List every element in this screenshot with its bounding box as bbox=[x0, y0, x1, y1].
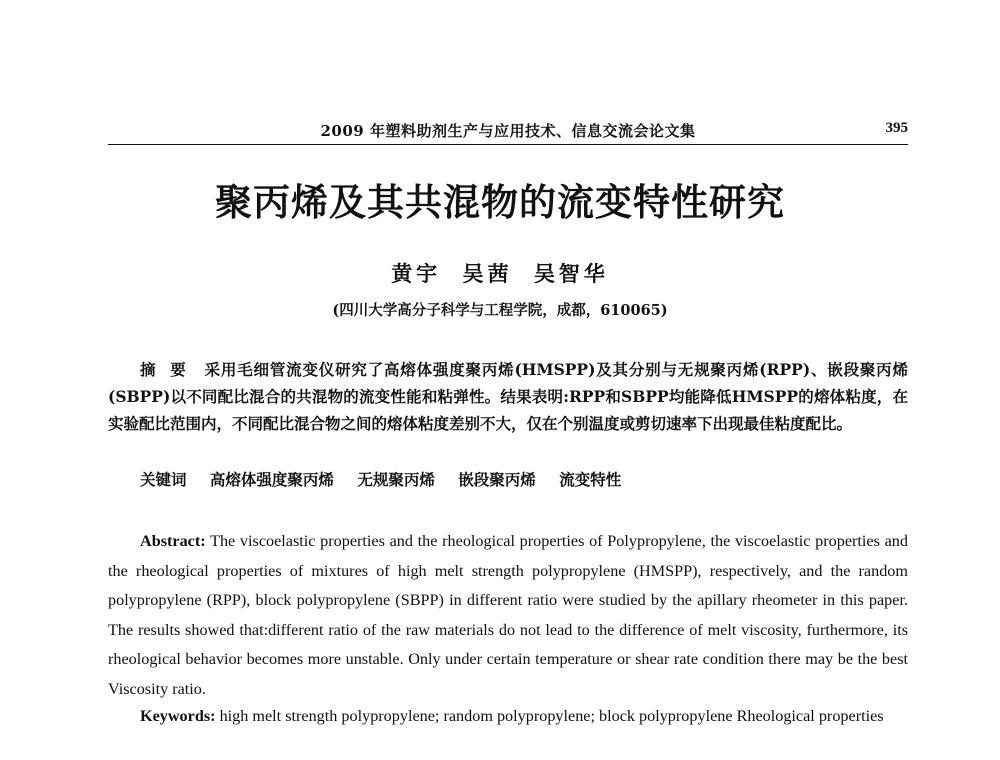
page-number: 395 bbox=[885, 120, 908, 136]
author-name: 吴茜 bbox=[462, 261, 513, 286]
keywords-chinese-label: 关键词 bbox=[140, 470, 187, 489]
keywords-english bbox=[108, 702, 908, 732]
abstract-chinese-label: 摘要 bbox=[140, 360, 201, 379]
abstract-english-label: Abstract: bbox=[140, 532, 206, 550]
author-name: 黄宇 bbox=[391, 261, 442, 286]
keywords-english-label: Keywords: bbox=[140, 707, 216, 725]
abstract-english-text: The viscoelastic properties and the rheological properties of Polypropylene, the viscoelastic properties and the rheological properties of mixtures of high melt strength polypropylene (HMSPP), respectively, and the random polypropylene (RPP), block polypropylene (SBPP) in different ratio were studied by the apillary rheometer in this paper. The results showed that:different ratio of the raw materials do not lead to the difference of melt viscosity, furthermore, its rheological behavior becomes more unstable. Only under certain temperature or shear rate condition there may be the best Viscosity ratio. bbox=[108, 532, 908, 698]
abstract-chinese bbox=[108, 356, 908, 437]
author-list bbox=[0, 258, 1000, 288]
keywords-chinese bbox=[140, 468, 920, 490]
running-head-title: 2009 年塑料助剂生产与应用技术、信息交流会论文集 bbox=[320, 122, 696, 140]
keywords-english-text: high melt strength polypropylene; random polypropylene; block polypropylene Rheological properties bbox=[219, 707, 884, 725]
keyword-item: 无规聚丙烯 bbox=[357, 470, 435, 489]
abstract-english bbox=[108, 527, 908, 704]
keyword-item: 流变特性 bbox=[559, 470, 622, 489]
keyword-item: 高熔体强度聚丙烯 bbox=[209, 470, 334, 489]
keyword-item: 嵌段聚丙烯 bbox=[458, 470, 536, 489]
abstract-chinese-text: 采用毛细管流变仪研究了高熔体强度聚丙烯(HMSPP)及其分别与无规聚丙烯(RPP)、嵌段聚丙烯(SBPP)以不同配比混合的共混物的流变性能和粘弹性。结果表明:RPP和SBPP均能降低HMSPP的熔体粘度，在实验配比范围内，不同配比混合物之间的熔体粘度差别不大，仅在个别温度或剪切速率下出现最佳粘度配比。 bbox=[108, 360, 908, 433]
affiliation: (四川大学高分子科学与工程学院，成都，610065) bbox=[332, 302, 668, 319]
running-header bbox=[108, 118, 908, 145]
paper-title: 聚丙烯及其共混物的流变特性研究 bbox=[215, 180, 785, 224]
author-name: 吴智华 bbox=[533, 261, 609, 286]
